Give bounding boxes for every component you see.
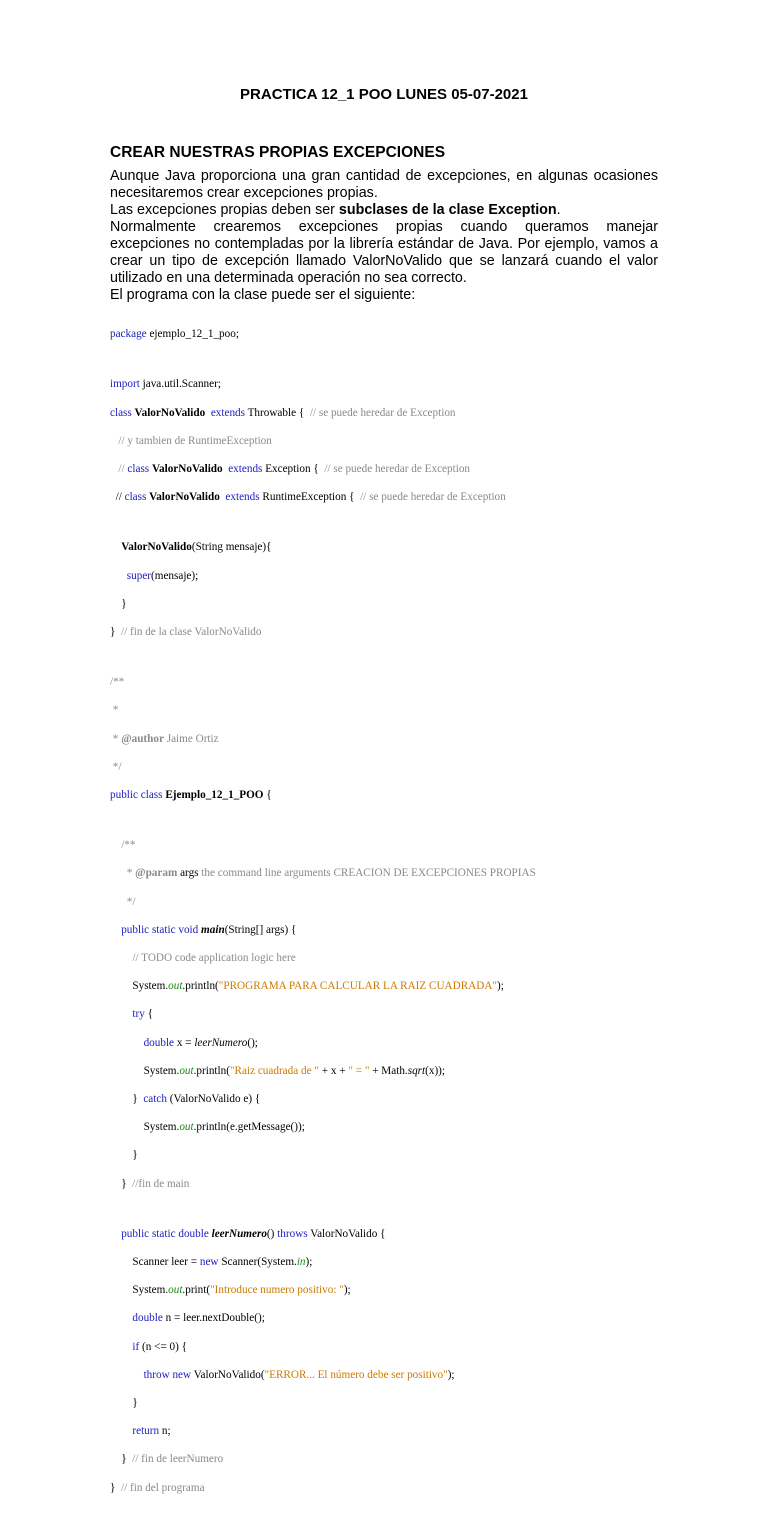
code-line-alt-exception (110, 462, 670, 476)
code-token: Throwable { (245, 406, 310, 419)
code-token: in (296, 1256, 306, 1268)
code-token: new (199, 1256, 219, 1268)
code-token: // se puede heredar de Exception (309, 406, 456, 419)
code-line-doc-close (110, 760, 670, 774)
code-token: // fin del programa (120, 1481, 205, 1494)
code-token: ValorNoValido (121, 541, 192, 554)
code-token: } (121, 1453, 127, 1466)
code-line-if (110, 1340, 670, 1354)
paragraph-2 (110, 202, 658, 219)
code-token: out (179, 1121, 194, 1134)
code-token: extends (210, 406, 245, 419)
code-line-class-decl (110, 406, 670, 420)
code-line-try: try { (132, 1008, 153, 1021)
code-line-alt-runtime (110, 490, 670, 504)
code-token: Jaime Ortiz (163, 732, 219, 745)
code-token: (String mensaje){ (191, 541, 272, 554)
code-token: // se puede heredar de Exception (360, 491, 506, 504)
code-token: .println(e.getMessage()); (193, 1121, 305, 1134)
code-token: "Raiz cuadrada de " (229, 1064, 319, 1077)
code-token: (n <= 0) { (139, 1340, 188, 1353)
code-token: // TODO code application logic here (132, 952, 296, 965)
code-token: // fin de la clase ValorNoValido (120, 625, 262, 638)
code-token: extends (225, 491, 260, 504)
code-token: Scanner(System. (218, 1256, 297, 1268)
code-line-end-class (110, 625, 670, 639)
code-token: } (132, 1149, 138, 1162)
code-token: leerNumero (194, 1036, 248, 1049)
code-token: .print( (182, 1284, 211, 1297)
code-token: if (132, 1340, 140, 1353)
code-line-constructor (110, 540, 670, 554)
code-token: import (110, 378, 140, 391)
code-line-doc-close-2 (110, 895, 670, 909)
paragraph-2-bold: subclases de la clase Exception (338, 202, 557, 218)
code-token: // y tambien de RuntimeException (118, 434, 272, 447)
code-token: ); (496, 980, 504, 993)
code-line-leer-decl: public static double leerNumero() throws ValorNoValido { (121, 1227, 386, 1240)
code-line-main-decl (110, 923, 670, 937)
code-token: ValorNoValido( (191, 1368, 265, 1381)
code-line-catch: } catch (ValorNoValido e) { (110, 1092, 261, 1105)
code-token: out (168, 1284, 183, 1297)
paragraph-1: Aunque Java proporciona una gran cantidad de excepciones, en algunas ocasiones necesitaremos crear excepciones propias. (110, 168, 658, 201)
code-token: double (143, 1036, 175, 1049)
code-token: */ (123, 895, 136, 908)
code-line-doc-author (110, 732, 670, 746)
paragraph-2-suffix: . (556, 202, 561, 218)
code-token: ); (447, 1368, 455, 1381)
code-token: public class (110, 789, 163, 801)
code-line-leer-call (110, 1036, 670, 1050)
code-token: n; (159, 1425, 171, 1438)
code-token: (ValorNoValido e) { (166, 1092, 261, 1105)
code-token: ); (343, 1284, 351, 1297)
code-token: @author (121, 732, 164, 745)
code-token: args (177, 867, 199, 880)
code-token: ValorNoValido { (307, 1227, 386, 1240)
code-token: leerNumero (211, 1227, 267, 1240)
code-token: ValorNoValido (151, 462, 223, 475)
code-line-scanner (110, 1255, 670, 1269)
code-token: extends (228, 462, 263, 475)
code-token: RuntimeException { (259, 491, 361, 504)
code-token: class (127, 462, 150, 475)
code-token: throws (277, 1227, 308, 1240)
code-line-close (110, 597, 670, 611)
code-token: System. (132, 1284, 169, 1297)
code-token: //fin de main (132, 1177, 190, 1190)
code-token: ValorNoValido (149, 491, 220, 504)
code-token: "Introduce numero positivo: " (210, 1284, 344, 1297)
code-token: public static void (121, 923, 199, 936)
code-token: (x)); (425, 1064, 446, 1077)
code-token: "PROGRAMA PARA CALCULAR LA RAIZ CUADRADA" (218, 980, 497, 993)
code-token: } (132, 1396, 138, 1409)
code-token: } (121, 597, 127, 610)
code-line-return (110, 1424, 670, 1438)
code-line-blank (110, 816, 670, 824)
code-token: ); (305, 1256, 313, 1268)
code-token: @param (135, 867, 178, 880)
code-token: // (115, 491, 125, 504)
code-token: // se puede heredar de Exception (324, 462, 471, 475)
paragraph-4: El programa con la clase puede ser el siguiente: (110, 287, 416, 303)
code-line-blank (110, 653, 670, 661)
code-line-super (110, 569, 670, 583)
code-token: x = (174, 1036, 195, 1049)
code-token: System. (143, 1121, 180, 1134)
code-token: Exception { (262, 462, 325, 475)
intro-text (110, 168, 658, 304)
code-token: * (110, 732, 122, 745)
code-token: public static double (121, 1227, 209, 1240)
code-token: .println( (182, 980, 219, 993)
code-token: java.util.Scanner; (139, 378, 221, 391)
code-token: "ERROR... El número debe ser positivo" (264, 1368, 448, 1381)
code-line-blank (110, 518, 670, 526)
code-line-throw (110, 1368, 670, 1382)
code-token: // fin de leerNumero (132, 1453, 224, 1466)
code-token: double (132, 1312, 163, 1325)
code-token: // (118, 462, 128, 475)
code-token: package (110, 328, 147, 341)
code-token: class (110, 406, 132, 419)
code-token: } (110, 625, 116, 638)
code-line-println-programa (110, 979, 670, 993)
code-line-comment-runtime (110, 434, 670, 448)
code-line-print-introduce (110, 1283, 670, 1297)
code-token: .println( (193, 1064, 230, 1077)
code-token: ValorNoValido (134, 406, 206, 419)
code-token: out (179, 1064, 194, 1077)
page-title: PRACTICA 12_1 POO LUNES 05-07-2021 (240, 86, 528, 103)
code-line-doc-open-2 (110, 838, 670, 852)
paragraph-3: Normalmente crearemos excepciones propias cuando queramos manejar excepciones no contempladas por la librería estándar de Java. Por ejemplo, vamos a crear un tipo de excepción llamado ValorNoValido que se lanzará cuando el valor utilizado en una determinada operación no sea correcto. (110, 219, 658, 286)
code-token: main (201, 923, 225, 936)
code-line-close-if (110, 1396, 670, 1410)
code-line-import (110, 377, 670, 391)
code-token: /** (121, 839, 136, 852)
code-token: sqrt (407, 1064, 426, 1077)
code-token: + Math. (369, 1064, 408, 1077)
code-token: + x + (318, 1064, 349, 1077)
code-token: { (263, 789, 272, 801)
code-token: throw new (143, 1368, 192, 1381)
code-token: System. (143, 1064, 180, 1077)
code-token: /** (110, 676, 125, 689)
code-token: * (110, 704, 119, 717)
code-token: (String[] args) { (224, 923, 297, 936)
code-line-end-program (110, 1481, 670, 1495)
code-line-double-n (110, 1311, 670, 1325)
paragraph-2-prefix: Las excepciones propias deben ser (110, 202, 339, 218)
code-line-println-msg (110, 1120, 670, 1134)
code-line-todo (110, 951, 670, 965)
code-token: catch (143, 1092, 167, 1105)
code-token: class (124, 491, 147, 504)
code-token: try (132, 1008, 145, 1021)
code-token: Scanner leer = (132, 1256, 200, 1268)
code-line-blank (110, 355, 670, 363)
code-token: Ejemplo_12_1_POO (165, 789, 264, 801)
code-token: super (126, 569, 152, 582)
code-line-package (110, 327, 670, 341)
code-token: } (110, 1481, 116, 1494)
code-token: System. (132, 980, 169, 993)
code-token: * (123, 867, 136, 880)
code-line-close-catch (110, 1148, 670, 1162)
code-line-end-main (110, 1177, 670, 1191)
code-token: " = " (348, 1064, 370, 1077)
code-line-blank (110, 1205, 670, 1213)
code-listing (110, 313, 670, 1523)
code-token: } (121, 1177, 127, 1190)
code-line-doc-star (110, 703, 670, 717)
code-token: return (132, 1425, 160, 1438)
code-token: ejemplo_12_1_poo; (146, 328, 239, 341)
code-line-doc-open (110, 675, 670, 689)
code-token: n = leer.nextDouble(); (162, 1312, 265, 1325)
code-token: out (168, 980, 183, 993)
code-token: the command line arguments CREACION DE EXCEPCIONES PROPIAS (198, 867, 536, 880)
code-line-println-raiz (110, 1064, 670, 1078)
code-line-end-leer (110, 1452, 670, 1466)
code-token: */ (110, 760, 122, 773)
code-line-main-class (110, 788, 670, 802)
code-line-doc-param (110, 866, 670, 880)
code-token: (); (247, 1036, 258, 1049)
section-heading: CREAR NUESTRAS PROPIAS EXCEPCIONES (110, 144, 446, 161)
code-token: (mensaje); (151, 569, 199, 582)
